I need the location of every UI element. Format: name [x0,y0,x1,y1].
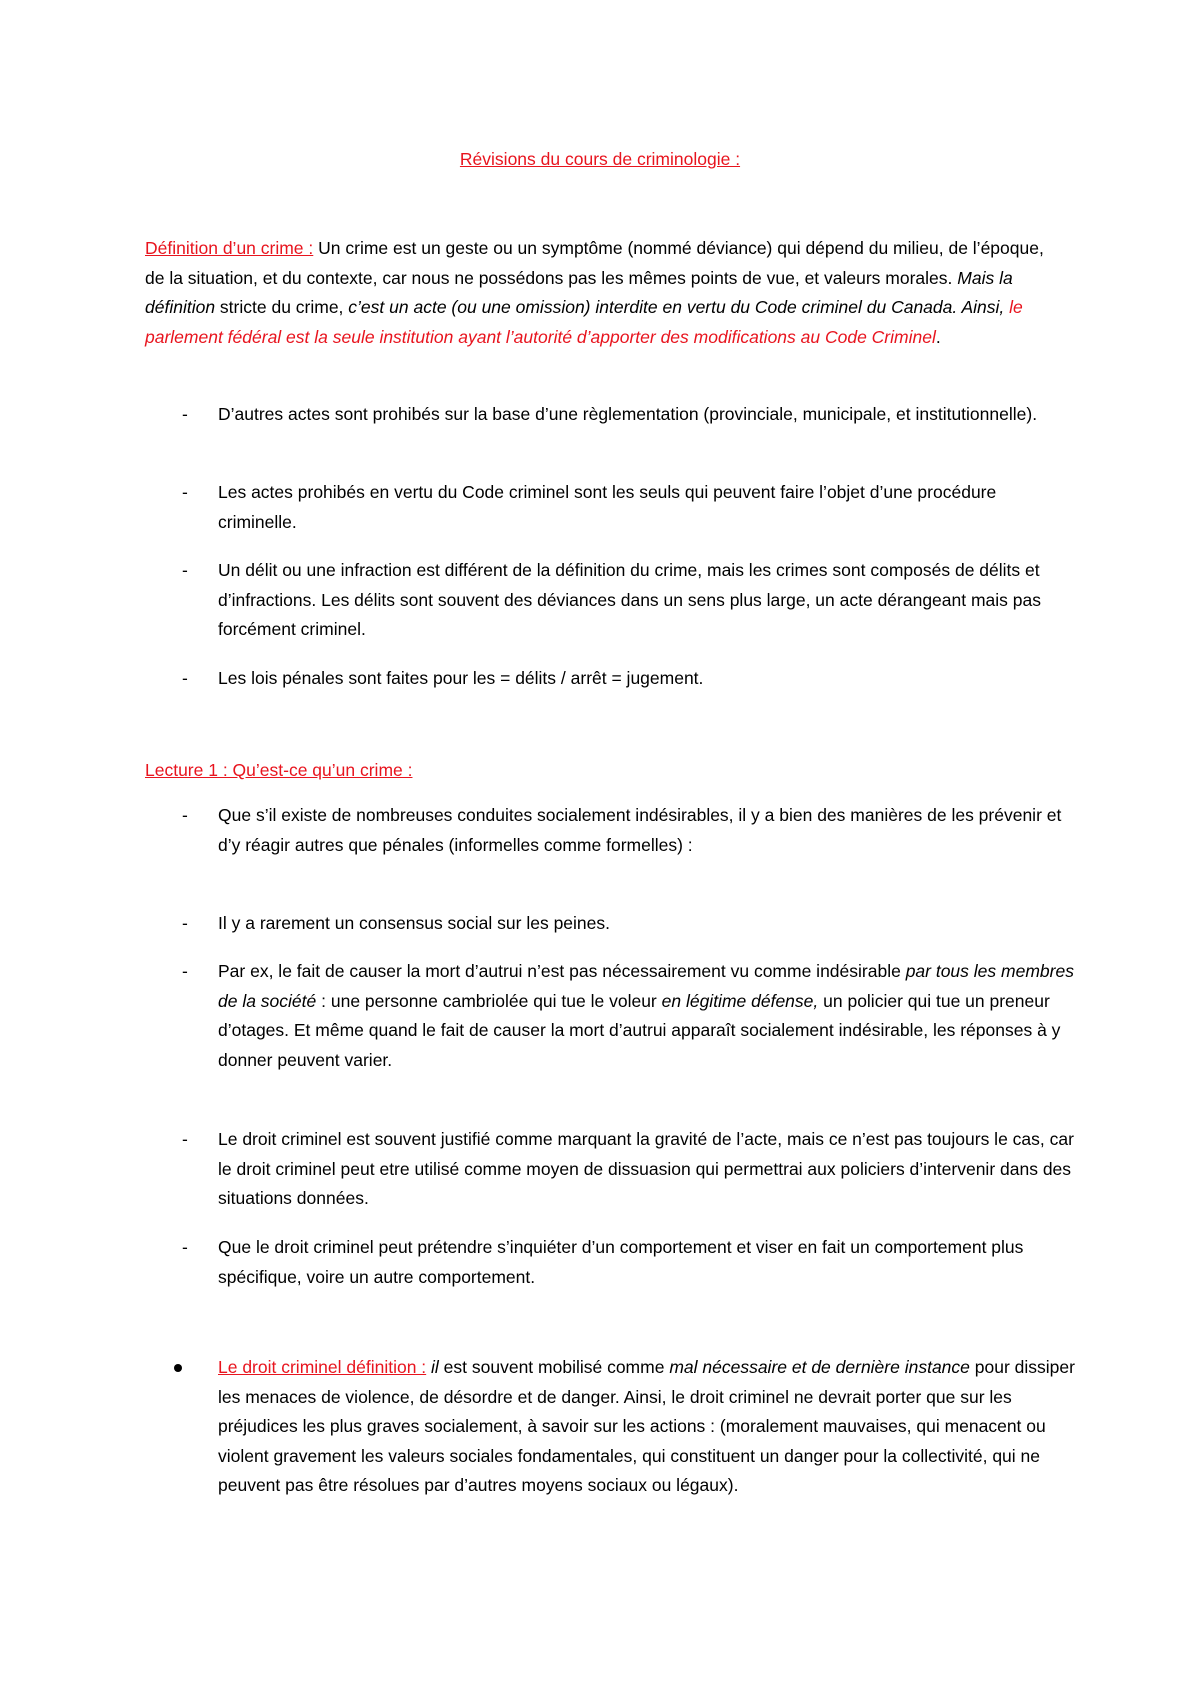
list-item [182,478,1078,537]
list-item-text: Les lois pénales sont faites pour les = délits / arrêt = jugement. [218,668,704,688]
definition-paragraph [145,234,1065,352]
list-item-italic: par tous les membres de la société [218,961,1074,1011]
droit-text-2: pour dissiper les menaces de violence, de désordre et de danger. Ainsi, le droit criminel ne devrait porter que sur les préjudices les plus graves socialement, à savoir sur les actions : (moralement mauvaises, qui menacent ou violent gravement les valeurs sociales fondamentales, qui constituent un danger pour la collectivité, qui ne peuvent pas être résolues par d’autres moyens sociaux ou légaux). [218,1357,1075,1496]
list-item-italic: en légitime défense, [661,990,819,1011]
list-item [182,957,1078,1075]
dash-bullet: - [182,961,188,981]
definition-text-2: stricte du crime, [215,297,349,318]
dash-bullet: - [182,1237,188,1257]
list-item-text: Il y a rarement un consensus social sur les peines. [218,913,610,933]
dash-bullet: - [182,560,188,580]
list-item-text: Les actes prohibés en vertu du Code criminel sont les seuls qui peuvent faire l’objet d’une procédure criminelle. [218,482,997,532]
page-title: Révisions du cours de criminologie : [459,149,741,169]
list-item-text: D’autres actes sont prohibés sur la base d’une règlementation (provinciale, municipale, et institutionnelle). [218,404,1038,424]
droit-label: Le droit criminel définition : [218,1357,427,1377]
list-item-text: Un délit ou une infraction est différent de la définition du crime, mais les crimes sont composés de délits et d’infractions. Les délits sont souvent des déviances dans un sens plus large, un acte dérangeant mais pas forcément criminel. [218,560,1042,640]
list-item-text: Par ex, le fait de causer la mort d’autrui n’est pas nécessairement vu comme indésirable [218,961,906,981]
list-item [182,1233,1078,1292]
list-item [182,556,1078,645]
dash-bullet: - [182,805,188,825]
dash-bullet: - [182,482,188,502]
lecture-heading: Lecture 1 : Qu’est-ce qu’un crime : [145,760,413,780]
list-item-text: un policier qui tue un preneur d’otages. Et même quand le fait de causer la mort d’autrui apparaît socialement indésirable, les réponses à y donner peuvent varier. [218,990,1061,1070]
list-item [182,664,1078,694]
list-item-text: : une personne cambriolée qui tue le voleur [316,990,662,1011]
dash-bullet: - [182,404,188,424]
list-item [182,909,1078,939]
list-item-text: Que s’il existe de nombreuses conduites socialement indésirables, il y a bien des manières de les prévenir et d’y réagir autres que pénales (informelles comme formelles) : [218,805,1062,855]
definition-label: Définition d’un crime : [145,238,314,258]
dash-bullet: - [182,1129,188,1149]
list-item [182,1125,1078,1214]
droit-italic-2: mal nécessaire et de dernière instance [669,1357,970,1377]
list-item [182,801,1078,860]
droit-italic-1: il [426,1357,439,1377]
definition-italic-2: c’est un acte (ou une omission) interdite en vertu du Code criminel du Canada. Ainsi, [348,297,1005,318]
definition-red-italic: le parlement fédéral est la seule institution ayant l’autorité d’apporter des modifications au Code Criminel [145,297,1023,347]
dash-bullet: - [182,668,188,688]
round-bullet-icon [174,1364,182,1372]
definition-end: . [935,326,941,347]
list-item-text: Le droit criminel est souvent justifié comme marquant la gravité de l’acte, mais ce n’est pas toujours le cas, car le droit criminel peut etre utilisé comme moyen de dissuasion qui permettrai aux policiers d’intervenir dans des situations données. [218,1129,1074,1209]
definition-text-1: Un crime est un geste ou un symptôme (nommé déviance) qui dépend du milieu, de l’époque, de la situation, et du contexte, car nous ne possédons pas les mêmes points de vue, et valeurs morales. [145,238,1044,288]
list-item [182,400,1078,430]
droit-criminel-item [218,1353,1078,1501]
dash-bullet: - [182,913,188,933]
list-item-text: Que le droit criminel peut prétendre s’inquiéter d’un comportement et viser en fait un comportement plus spécifique, voire un autre comportement. [218,1237,1024,1287]
droit-text-1: est souvent mobilisé comme [438,1357,670,1377]
definition-italic-1: Mais la définition [145,267,1013,318]
